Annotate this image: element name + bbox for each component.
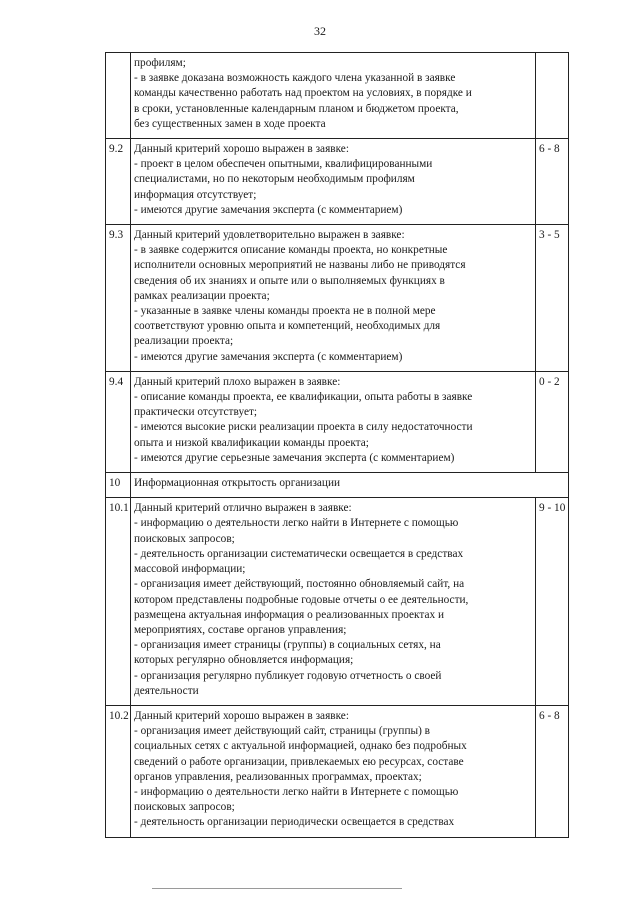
criteria-row bbox=[106, 371, 569, 472]
description-line: опыта и низкой квалификации команды проекта; bbox=[134, 436, 369, 449]
description-line: Данный критерий хорошо выражен в заявке: bbox=[134, 709, 349, 722]
score-range: 9 - 10 bbox=[536, 498, 569, 706]
criteria-row bbox=[106, 705, 569, 837]
description-line: поисковых запросов; bbox=[134, 532, 235, 545]
description-line: рамках реализации проекта; bbox=[134, 289, 270, 302]
description-line: Данный критерий удовлетворительно выражен в заявке: bbox=[134, 229, 405, 242]
criteria-row bbox=[106, 473, 569, 498]
description-line: - организация имеет страницы (группы) в социальных сетях, на bbox=[134, 639, 441, 652]
description-line: исполнители основных мероприятий не названы либо не приводятся bbox=[134, 259, 466, 272]
description-line: - описание команды проекта, ее квалификации, опыта работы в заявке bbox=[134, 391, 473, 404]
description-line: Информационная открытость организации bbox=[134, 477, 341, 490]
description-line: реализации проекта; bbox=[134, 335, 234, 348]
description-line: деятельности bbox=[134, 684, 199, 697]
description-line: - деятельность организации систематически освещается в средствах bbox=[134, 547, 464, 560]
description-line: команды качественно работать над проектом на условиях, в порядке и bbox=[134, 87, 472, 100]
description-line: - в заявке содержится описание команды проекта, но конкретные bbox=[134, 244, 448, 257]
description-line: без существенных замен в ходе проекта bbox=[134, 117, 326, 130]
criteria-row bbox=[106, 498, 569, 706]
score-range: 3 - 5 bbox=[536, 225, 569, 372]
description-line: сведения об их знаниях и опыте или о выполняемых функциях в bbox=[134, 274, 445, 287]
description-line: - информацию о деятельности легко найти в Интернете с помощью bbox=[134, 785, 459, 798]
score-range bbox=[536, 53, 569, 139]
criteria-row bbox=[106, 53, 569, 139]
criterion-description bbox=[131, 371, 536, 472]
description-line: Данный критерий хорошо выражен в заявке: bbox=[134, 143, 349, 156]
description-line: Данный критерий отлично выражен в заявке: bbox=[134, 502, 352, 515]
score-range: 6 - 8 bbox=[536, 139, 569, 225]
criterion-number: 9.2 bbox=[106, 139, 131, 225]
page-number: 32 bbox=[314, 24, 326, 38]
criterion-number: 10.1 bbox=[106, 498, 131, 706]
criterion-description bbox=[131, 139, 536, 225]
description-line: - организация имеет действующий, постоянно обновляемый сайт, на bbox=[134, 578, 465, 591]
criterion-number: 10.2 bbox=[106, 705, 131, 837]
description-line: - организация регулярно публикует годовую отчетность о своей bbox=[134, 669, 442, 682]
description-line: профилям; bbox=[134, 57, 186, 69]
description-line: информация отсутствует; bbox=[134, 188, 257, 201]
criterion-number bbox=[106, 53, 131, 139]
criteria-row bbox=[106, 139, 569, 225]
description-line: - организация имеет действующий сайт, страницы (группы) в bbox=[134, 725, 430, 738]
description-line: мероприятиях, составе органов управления; bbox=[134, 623, 347, 636]
criteria-table bbox=[105, 52, 569, 838]
description-line: - имеются высокие риски реализации проекта в силу недостаточности bbox=[134, 421, 473, 434]
description-line: - информацию о деятельности легко найти в Интернете с помощью bbox=[134, 517, 459, 530]
criterion-number: 9.4 bbox=[106, 371, 131, 472]
criterion-description bbox=[131, 473, 569, 498]
description-line: в сроки, установленные календарным планом и бюджетом проекта, bbox=[134, 102, 459, 115]
description-line: котором представлены подробные годовые отчеты о ее деятельности, bbox=[134, 593, 469, 606]
criterion-description bbox=[131, 705, 536, 837]
description-line: которых регулярно обновляется информация; bbox=[134, 654, 354, 667]
criterion-description bbox=[131, 498, 536, 706]
description-line: - имеются другие замечания эксперта (с комментарием) bbox=[134, 350, 403, 363]
description-line: соответствуют уровню опыта и компетенций, необходимых для bbox=[134, 320, 441, 333]
criterion-number: 9.3 bbox=[106, 225, 131, 372]
score-range: 0 - 2 bbox=[536, 371, 569, 472]
criterion-description bbox=[131, 53, 536, 139]
description-line: - в заявке доказана возможность каждого члена указанной в заявке bbox=[134, 72, 456, 85]
description-line: Данный критерий плохо выражен в заявке: bbox=[134, 375, 341, 388]
description-line: - деятельность организации периодически освещается в средствах bbox=[134, 816, 455, 829]
criterion-number: 10 bbox=[106, 473, 131, 498]
description-line: - имеются другие замечания эксперта (с комментарием) bbox=[134, 203, 403, 216]
description-line: органов управления, реализованных программах, проектах; bbox=[134, 770, 422, 783]
criteria-table-body bbox=[106, 53, 569, 838]
description-line: массовой информации; bbox=[134, 563, 246, 576]
description-line: - указанные в заявке члены команды проекта не в полной мере bbox=[134, 305, 436, 318]
description-line: сведений о работе организации, привлекаемых ею ресурсах, составе bbox=[134, 755, 464, 768]
description-line: специалистами, но по некоторым необходимым профилям bbox=[134, 173, 415, 186]
criteria-row bbox=[106, 225, 569, 372]
description-line: - имеются другие серьезные замечания эксперта (с комментарием) bbox=[134, 451, 455, 464]
criterion-description bbox=[131, 225, 536, 372]
scan-artifact-line bbox=[152, 888, 402, 889]
description-line: поисковых запросов; bbox=[134, 801, 235, 814]
description-line: размещена актуальная информация о реализованных проектах и bbox=[134, 608, 444, 621]
score-range: 6 - 8 bbox=[536, 705, 569, 837]
description-line: - проект в целом обеспечен опытными, квалифицированными bbox=[134, 158, 433, 171]
description-line: социальных сетях с актуальной информацией, однако без подробных bbox=[134, 740, 467, 753]
description-line: практически отсутствует; bbox=[134, 406, 258, 419]
